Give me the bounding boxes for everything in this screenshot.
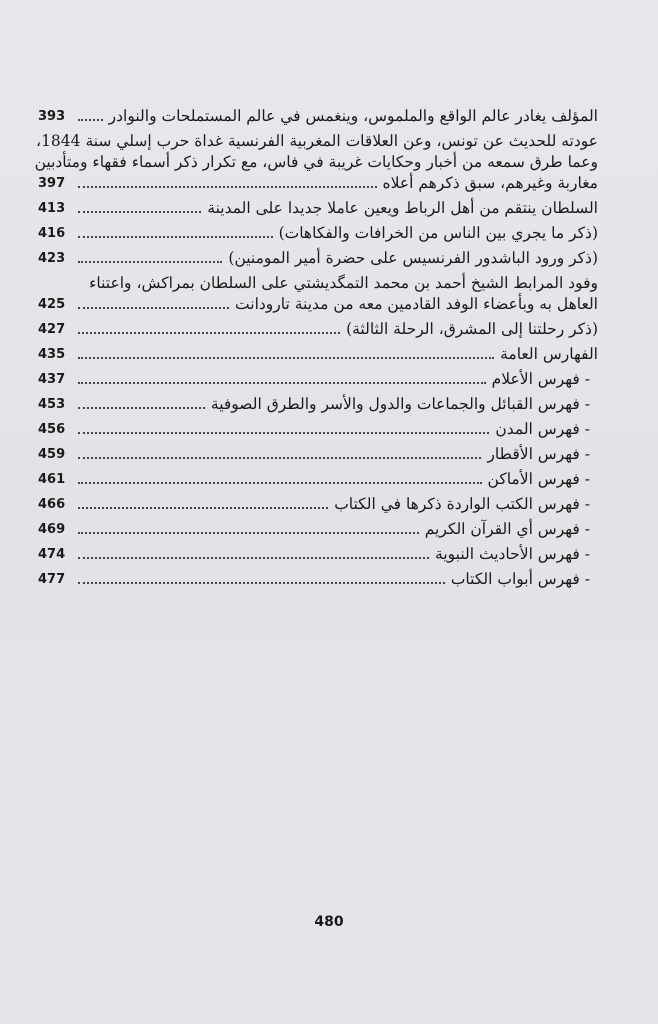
toc-entry-title: - فهرس القبائل والجماعات والدول والأسر والطرق الصوفية [210,395,590,413]
toc-entry-last-line [72,294,598,315]
dot-leader [78,431,489,434]
toc-entry-page-number: 466 [38,497,66,512]
toc-entry-title: - فهرس المدن [495,420,590,438]
toc-entry-last-line [72,198,598,219]
toc-entry-text [72,106,598,127]
page-number: 480 [314,914,344,930]
toc-entry [38,569,598,590]
toc-entry [38,369,598,390]
toc-entry-last-line [72,569,598,590]
toc-entry-text [72,319,598,340]
toc-entry-line: وعما طرق سمعه من أخبار وحكايات غريبة في فاس، مع تكرار ذكر أسماء فقهاء ومتأدبين [34,153,598,171]
toc-entry-text [72,444,598,465]
toc-entry [38,319,598,340]
toc-entry [38,544,598,565]
dot-leader [78,356,494,359]
toc-entry-last-line [72,494,598,515]
toc-entry-title: - فهرس الأحاديث النبوية [435,545,590,563]
dot-leader [78,581,445,584]
toc-entry-page-number: 453 [38,397,66,412]
toc-entry-title: - فهرس أبواب الكتاب [450,570,590,588]
toc-entry [34,131,598,194]
dot-leader [78,481,482,484]
toc-entry [38,223,598,244]
toc-entry-text [72,248,598,269]
toc-entry-last-line [72,394,598,415]
toc-entry-page-number: 393 [38,109,66,124]
toc-entry-title: - فهرس الأقطار [487,445,590,463]
toc-entry [38,469,598,490]
toc-entry-last-line [72,173,598,194]
toc-entry [38,494,598,515]
toc-entry-page-number: 416 [38,226,66,241]
toc-entry-last-line [72,248,598,269]
toc-entry [38,106,598,127]
toc-entry-title: المؤلف يغادر عالم الواقع والملموس، وينغمس في عالم المستملحات والنوادر [108,107,598,125]
toc-entry [38,394,598,415]
toc-entry-line: وفود المرابط الشيخ أحمد بن محمد التمگديشتي على السلطان بمراكش، واعتناء [89,274,598,292]
toc-entry-last-line [72,469,598,490]
toc-entry-title: مغاربة وغيرهم، سبق ذكرهم أعلاه [382,174,598,192]
toc-entry [38,344,598,365]
toc-entry-page-number: 427 [38,322,66,337]
toc-entry-page-number: 474 [38,547,66,562]
toc-entry-title: - فهرس أي القرآن الكريم [424,520,590,538]
toc-entry-text [72,569,598,590]
toc-entry [38,519,598,540]
toc-entry-page-number: 437 [38,372,66,387]
dot-leader [78,531,419,534]
toc-entry-last-line [72,519,598,540]
toc-entry [38,419,598,440]
dot-leader [78,210,201,213]
toc-entry-page-number: 477 [38,572,66,587]
dot-leader [78,185,377,188]
toc-entry-text [72,198,598,219]
toc-entry-text [72,419,598,440]
toc-entry [38,273,598,315]
toc-entry-text [72,519,598,540]
dot-leader [78,381,486,384]
dot-leader [78,260,222,263]
toc-entry-last-line [72,444,598,465]
toc-entry [38,444,598,465]
toc-entry-text [72,544,598,565]
toc-entry-text [72,394,598,415]
toc-entry-text [72,494,598,515]
toc-entry-page-number: 459 [38,447,66,462]
dot-leader [78,235,273,238]
toc-entry-page-number: 435 [38,347,66,362]
toc-entry-page-number: 425 [38,297,66,312]
toc-entry-page-number: 456 [38,422,66,437]
toc-entry-title: - فهرس الكتب الواردة ذكرها في الكتاب [334,495,590,513]
toc-entry-text [72,469,598,490]
toc-entry-last-line [72,344,598,365]
toc-entry-page-number: 461 [38,472,66,487]
toc-entry-page-number: 413 [38,201,66,216]
toc-entry-last-line [72,419,598,440]
dot-leader [78,556,429,559]
toc-entry [38,248,598,269]
toc-entry-text [72,223,598,244]
toc-entry-last-line [72,369,598,390]
toc-entry [38,198,598,219]
toc-entry-title: (ذكر ورود الباشدور الفرنسيس على حضرة أمير المومنين) [228,249,598,267]
toc-entry-text [72,369,598,390]
toc-entry-title: (ذكر ما يجري بين الناس من الخرافات والفكاهات) [278,224,598,242]
toc-entry-title: السلطان ينتقم من أهل الرباط ويعين عاملا جديدا على المدينة [207,199,598,217]
toc-entry-title: - فهرس الأماكن [487,470,590,488]
toc-entry-page-number: 423 [38,251,66,266]
toc-entry-line: عودته للحديث عن تونس، وعن العلاقات المغربية الفرنسية غداة حرب إسلي سنة 1844، [36,132,598,150]
toc-entry-title: (ذكر رحلتنا إلى المشرق، الرحلة الثالثة) [346,320,598,338]
toc-entry-last-line [72,319,598,340]
toc-entry-title: - فهرس الأعلام [491,370,590,388]
table-of-contents [34,106,598,594]
dot-leader [78,118,103,121]
toc-entry-last-line [72,106,598,127]
toc-entry-page-number: 469 [38,522,66,537]
dot-leader [78,406,205,409]
toc-entry-last-line [72,223,598,244]
dot-leader [78,506,328,509]
toc-entry-text [72,344,598,365]
dot-leader [78,331,340,334]
dot-leader [78,306,229,309]
toc-entry-page-number: 397 [38,176,66,191]
toc-entry-title: العاهل به وبأعضاء الوفد القادمين معه من مدينة تارودانت [235,295,598,313]
toc-entry-text [72,273,598,315]
toc-entry-last-line [72,544,598,565]
dot-leader [78,456,481,459]
toc-entry-title: الفهارس العامة [500,345,598,363]
